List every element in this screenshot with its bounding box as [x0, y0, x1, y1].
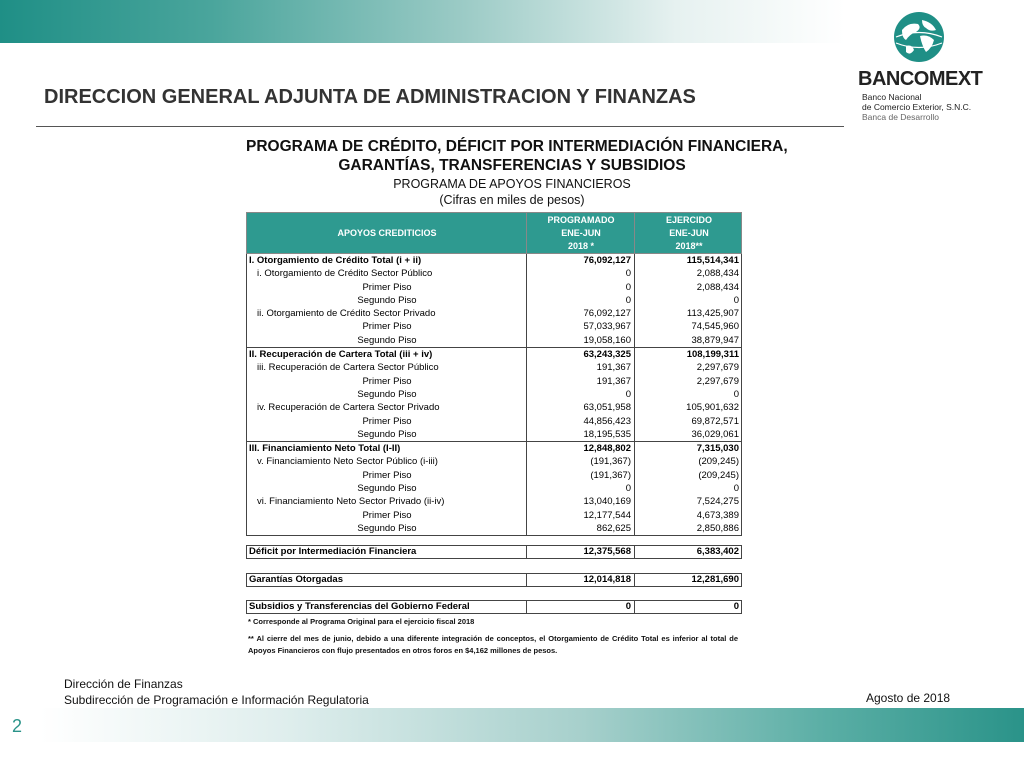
row-programado: 12,177,544 [583, 509, 631, 521]
globe-icon [892, 10, 946, 64]
summary-ejercido: 0 [733, 601, 739, 612]
footnote-1: * Corresponde al Programa Original para el ejercicio fiscal 2018 [248, 617, 475, 626]
row-label: Primer Piso [362, 321, 412, 333]
table-row [247, 415, 741, 428]
table-row [247, 294, 741, 307]
table-row [247, 348, 741, 361]
table-header [246, 212, 742, 254]
table-group [246, 442, 742, 536]
table-group [246, 254, 742, 348]
table-row [247, 522, 741, 535]
table-row [247, 361, 741, 374]
summary-programado: 12,014,818 [583, 574, 631, 585]
row-label: Primer Piso [362, 375, 412, 387]
col-header-label: APOYOS CREDITICIOS [337, 228, 437, 238]
row-ejercido: 69,872,571 [691, 415, 739, 427]
logo-line-2: de Comercio Exterior, S.N.C. [862, 102, 972, 112]
row-ejercido: 2,850,886 [696, 522, 739, 534]
row-programado: 44,856,423 [583, 415, 631, 427]
logo-subtitle [862, 92, 971, 122]
row-programado: 12,848,802 [583, 443, 631, 455]
page-number: 2 [12, 716, 23, 736]
row-label: Primer Piso [362, 281, 412, 293]
col1-line-1: PROGRAMADO [547, 215, 615, 225]
row-programado: 0 [625, 294, 631, 306]
table-row [247, 334, 741, 347]
summary-label: Subsidios y Transferencias del Gobierno Federal [249, 601, 470, 612]
summary-garantias [246, 573, 742, 587]
row-ejercido: 2,297,679 [696, 375, 739, 387]
bottom-accent-bar [40, 708, 1024, 742]
row-label: Segundo Piso [357, 522, 417, 534]
table-group [246, 348, 742, 442]
row-programado: 19,058,160 [583, 334, 631, 346]
row-ejercido: 7,524,275 [696, 496, 739, 508]
logo-line-3: Banca de Desarrollo [862, 112, 940, 122]
row-ejercido: (209,245) [698, 456, 739, 468]
table-row [247, 482, 741, 495]
report-title-line-2: GARANTÍAS, TRANSFERENCIAS Y SUBSIDIOS [338, 157, 686, 174]
table-row [247, 320, 741, 333]
header-divider [634, 213, 635, 253]
row-label: Segundo Piso [357, 294, 417, 306]
row-label: iii. Recuperación de Cartera Sector Público [257, 362, 439, 374]
page-title: DIRECCION GENERAL ADJUNTA DE ADMINISTRACION Y FINANZAS [44, 86, 696, 108]
row-ejercido: 7,315,030 [696, 443, 739, 455]
row-label: Primer Piso [362, 469, 412, 481]
col2-line-2: ENE-JUN [669, 228, 709, 238]
table-row [247, 469, 741, 482]
row-label: v. Financiamiento Neto Sector Público (i-iii) [257, 456, 438, 468]
footer-line-2: Subdirección de Programación e Información Regulatoria [64, 693, 369, 707]
row-label: vi. Financiamiento Neto Sector Privado (ii-iv) [257, 496, 445, 508]
summary-deficit [246, 545, 742, 559]
row-label: III. Financiamiento Neto Total (I-II) [249, 443, 401, 455]
row-programado: (191,367) [590, 456, 631, 468]
row-programado: 63,051,958 [583, 402, 631, 414]
row-label: II. Recuperación de Cartera Total (iii + iv) [249, 349, 433, 361]
table-body [246, 254, 742, 536]
summary-ejercido: 6,383,402 [696, 546, 739, 557]
col-header-ejercido [635, 214, 743, 253]
row-ejercido: 74,545,960 [691, 321, 739, 333]
col2-line-3: 2018** [675, 241, 703, 251]
row-ejercido: 36,029,061 [691, 428, 739, 440]
row-ejercido: 4,673,389 [696, 509, 739, 521]
row-ejercido: 2,088,434 [696, 281, 739, 293]
summary-subsidios [246, 600, 742, 614]
report-title-line-1: PROGRAMA DE CRÉDITO, DÉFICIT POR INTERMEDIACIÓN FINANCIERA, [246, 138, 788, 155]
row-ejercido: 38,879,947 [691, 334, 739, 346]
row-programado: 0 [625, 281, 631, 293]
footer-date: Agosto de 2018 [866, 691, 951, 705]
row-ejercido: 2,297,679 [696, 362, 739, 374]
credit-program-table [246, 212, 742, 536]
footnote-2: ** Al cierre del mes de junio, debido a una diferente integración de conceptos, el Otorgamiento de Crédito Total es inferior al total de Apoyos Financieros con flujo presentados en otros foros en $4,162 millones de pesos. [248, 634, 738, 655]
table-row [247, 455, 741, 468]
table-row [247, 254, 741, 267]
table-row [247, 401, 741, 414]
row-programado: 191,367 [596, 375, 631, 387]
row-ejercido: 113,425,907 [686, 308, 739, 320]
table-row [247, 442, 741, 455]
row-label: iv. Recuperación de Cartera Sector Privado [257, 402, 440, 414]
footer-line-1: Dirección de Finanzas [64, 677, 183, 691]
table-row [247, 281, 741, 294]
summary-ejercido: 12,281,690 [691, 574, 739, 585]
row-label: Segundo Piso [357, 483, 417, 495]
row-ejercido: 105,901,632 [686, 402, 739, 414]
row-programado: 0 [625, 483, 631, 495]
footer-text [64, 676, 369, 708]
row-label: Primer Piso [362, 415, 412, 427]
report-units: (Cifras en miles de pesos) [439, 193, 585, 207]
table-row [247, 388, 741, 401]
row-programado: 76,092,127 [583, 255, 631, 266]
summary-programado: 0 [625, 601, 631, 612]
row-label: ii. Otorgamiento de Crédito Sector Privado [257, 308, 436, 320]
row-programado: 18,195,535 [583, 428, 631, 440]
header-divider [526, 213, 527, 253]
table-row [247, 375, 741, 388]
row-ejercido: 108,199,311 [686, 349, 739, 361]
row-ejercido: 0 [733, 388, 739, 400]
row-programado: 13,040,169 [583, 496, 631, 508]
table-row [247, 495, 741, 508]
title-divider [36, 126, 844, 127]
table-row [247, 307, 741, 320]
row-label: Segundo Piso [357, 428, 417, 440]
logo-line-1: Banco Nacional [862, 92, 922, 102]
row-label: Segundo Piso [357, 334, 417, 346]
row-programado: 76,092,127 [583, 308, 631, 320]
row-ejercido: 0 [733, 483, 739, 495]
row-label: Segundo Piso [357, 388, 417, 400]
report-subtitle: PROGRAMA DE APOYOS FINANCIEROS [393, 177, 631, 191]
summary-label: Déficit por Intermediación Financiera [249, 546, 417, 557]
table-row [247, 267, 741, 280]
summary-programado: 12,375,568 [583, 546, 631, 557]
col-header-programado [527, 214, 635, 253]
row-ejercido: 2,088,434 [696, 268, 739, 280]
row-label: i. Otorgamiento de Crédito Sector Público [257, 268, 433, 280]
row-label: I. Otorgamiento de Crédito Total (i + ii) [249, 255, 422, 266]
logo-brand: BANCOMEXT [858, 68, 983, 90]
row-programado: 0 [625, 268, 631, 280]
col1-line-2: ENE-JUN [561, 228, 601, 238]
row-ejercido: 0 [733, 294, 739, 306]
row-ejercido: 115,514,341 [686, 255, 739, 266]
row-programado: 862,625 [596, 522, 631, 534]
row-ejercido: (209,245) [698, 469, 739, 481]
row-label: Primer Piso [362, 509, 412, 521]
table-row [247, 509, 741, 522]
row-programado: 63,243,325 [583, 349, 631, 361]
row-programado: 0 [625, 388, 631, 400]
row-programado: 57,033,967 [583, 321, 631, 333]
bancomext-logo [858, 8, 1008, 123]
col2-line-1: EJERCIDO [665, 215, 712, 225]
col1-line-3: 2018 * [567, 241, 595, 251]
row-programado: (191,367) [590, 469, 631, 481]
top-accent-bar [0, 0, 845, 43]
row-programado: 191,367 [596, 362, 631, 374]
table-row [247, 428, 741, 441]
summary-label: Garantías Otorgadas [249, 574, 343, 585]
